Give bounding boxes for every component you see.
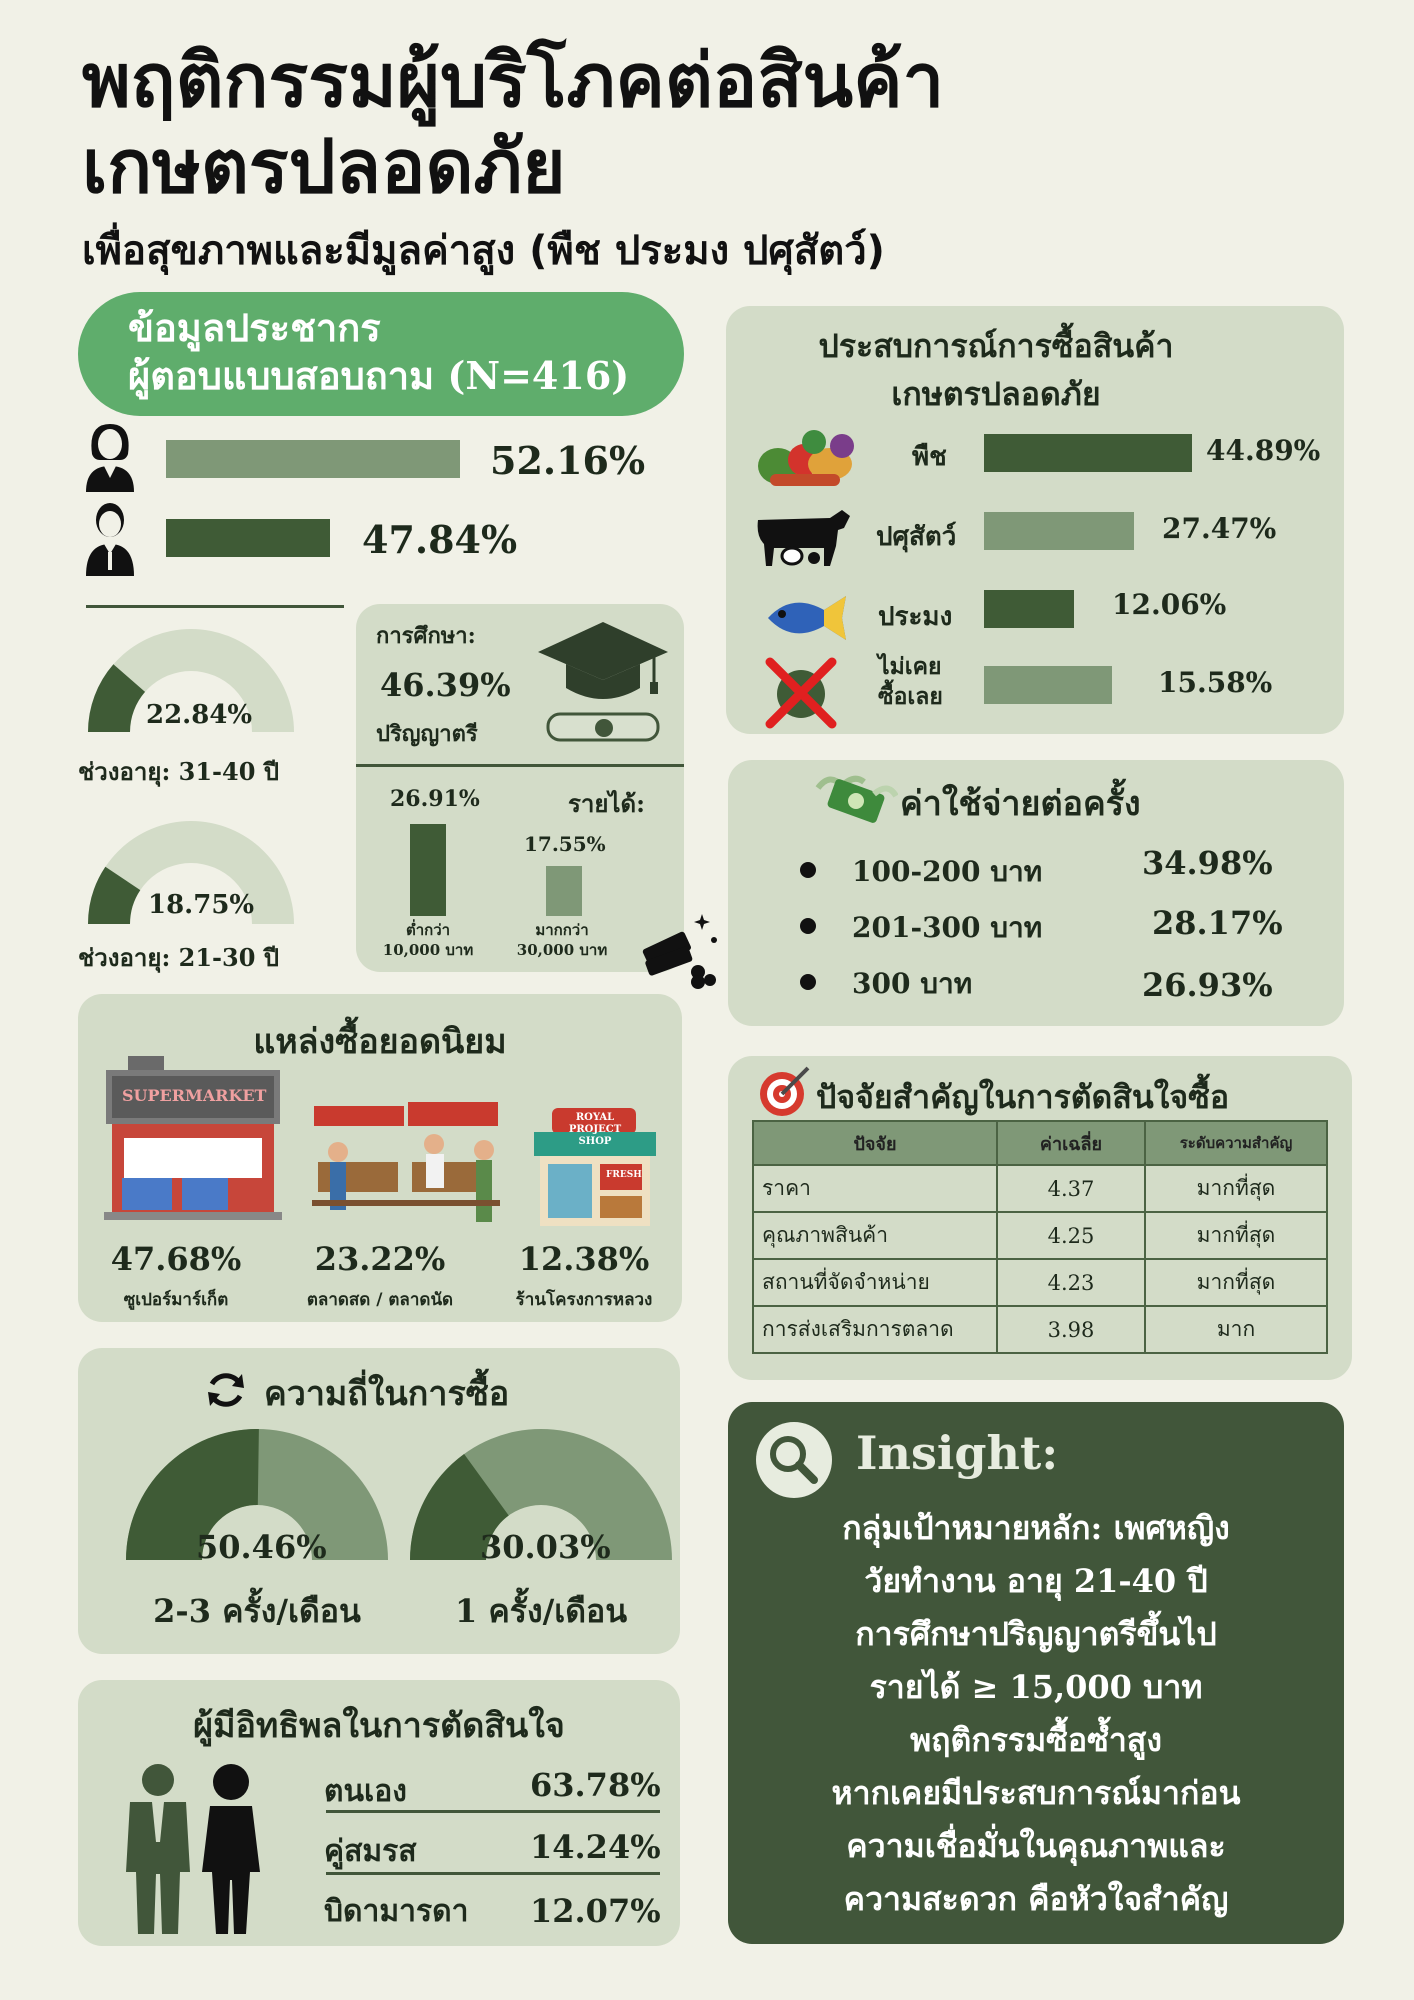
- insight-line: รายได้ ≥ 15,000 บาท: [869, 1668, 1203, 1706]
- refresh-icon: [204, 1368, 248, 1412]
- age2-pct: 18.75%: [148, 890, 255, 920]
- spend-bullet-1: [800, 862, 816, 878]
- income-low-label: ต่ำกว่า 10,000 บาท: [382, 921, 474, 959]
- factors-header-row: [753, 1121, 1327, 1165]
- source-2-pct: 23.22%: [314, 1240, 446, 1278]
- income-low-pct: 26.91%: [390, 786, 480, 812]
- table-row: สถานที่จัดจำหน่าย 4.23 มากที่สุด: [753, 1259, 1327, 1306]
- fresh-sign: FRESH: [606, 1170, 642, 1180]
- spend-item-3-label: 300 บาท: [852, 967, 973, 1000]
- title-line-1: พฤติกรรมผู้บริโภคต่อสินค้า: [82, 38, 945, 124]
- exp-plant-pct: 44.89%: [1206, 434, 1321, 467]
- male-icon: [82, 500, 138, 576]
- table-row: คุณภาพสินค้า 4.25 มากที่สุด: [753, 1212, 1327, 1259]
- royal-sign: ROYAL PROJECT SHOP: [568, 1112, 622, 1147]
- factors-header-level: ระดับความสำคัญ: [1145, 1121, 1327, 1165]
- graduation-cap-icon: [536, 618, 670, 748]
- table-row: การส่งเสริมการตลาด 3.98 มาก: [753, 1306, 1327, 1353]
- money-stack-icon: [636, 910, 720, 994]
- influencer-3-pct: 12.07%: [530, 1892, 661, 1930]
- exp-fishery-bar: [984, 590, 1074, 628]
- education-pct: 46.39%: [380, 666, 511, 704]
- exp-never-bar: [984, 666, 1112, 704]
- page-subtitle: เพื่อสุขภาพและมีมูลค่าสูง (พืช ประมง ปศุสัตว์): [82, 228, 885, 274]
- female-pct: 52.16%: [490, 438, 646, 483]
- supermarket-icon: [102, 1052, 284, 1220]
- age1-label: ช่วงอายุ: 31-40 ปี: [78, 757, 279, 786]
- source-1-pct: 47.68%: [110, 1240, 242, 1278]
- spend-item-1-pct: 34.98%: [1142, 844, 1273, 882]
- exp-plant-label: พืช: [912, 442, 947, 472]
- age2-label: ช่วงอายุ: 21-30 ปี: [78, 943, 279, 972]
- sources-title: แหล่งซื้อยอดนิยม: [253, 1022, 507, 1062]
- income-low-bar: [410, 824, 446, 916]
- freq2-label: 1 ครั้ง/เดือน: [454, 1592, 628, 1630]
- supermarket-sign: SUPERMARKET: [122, 1086, 267, 1105]
- exp-livestock-label: ปศุสัตว์: [876, 522, 957, 552]
- spend-item-3-pct: 26.93%: [1142, 966, 1273, 1004]
- education-divider: [356, 764, 684, 767]
- demographics-pill: [78, 292, 684, 416]
- livestock-icon: [752, 506, 852, 566]
- insight-line: กลุ่มเป้าหมายหลัก: เพศหญิง: [842, 1509, 1230, 1547]
- female-bar: [166, 440, 460, 478]
- experience-title: ประสบการณ์การซื้อสินค้า เกษตรปลอดภัย: [818, 327, 1174, 413]
- source-3-label: ร้านโครงการหลวง: [515, 1290, 653, 1310]
- education-label: การศึกษา:: [376, 623, 476, 649]
- divider: [86, 605, 344, 608]
- exp-never-pct: 15.58%: [1158, 666, 1273, 699]
- influencer-1-pct: 63.78%: [530, 1766, 661, 1804]
- man-icon: [124, 1762, 192, 1934]
- influencer-divider-1: [326, 1810, 660, 1813]
- male-bar: [166, 519, 330, 557]
- female-icon: [82, 420, 138, 492]
- influencer-1-label: ตนเอง: [324, 1774, 407, 1809]
- factors-title: ปัจจัยสำคัญในการตัดสินใจซื้อ: [816, 1078, 1230, 1116]
- factors-header-mean: ค่าเฉลี่ย: [997, 1121, 1145, 1165]
- freq1-pct: 50.46%: [196, 1528, 327, 1566]
- target-icon: [758, 1064, 814, 1118]
- freq2-pct: 30.03%: [480, 1528, 611, 1566]
- education-degree: ปริญญาตรี: [376, 721, 478, 747]
- market-icon: [308, 1100, 504, 1228]
- insight-title: Insight:: [856, 1426, 1059, 1480]
- insight-lines: [728, 1502, 1344, 1926]
- flying-money-icon: [814, 768, 898, 830]
- insight-line: วัยทำงาน อายุ 21-40 ปี: [864, 1562, 1208, 1600]
- page-title: [82, 38, 944, 210]
- income-high-bar: [546, 866, 582, 916]
- influencer-2-label: คู่สมรส: [324, 1834, 417, 1869]
- magnifier-icon: [754, 1420, 834, 1500]
- sources-panel: [78, 994, 682, 1322]
- age1-pct: 22.84%: [146, 700, 253, 730]
- source-1-label: ซูเปอร์มาร์เก็ต: [123, 1290, 229, 1310]
- factors-panel: [728, 1056, 1352, 1380]
- spend-bullet-2: [800, 918, 816, 934]
- exp-livestock-pct: 27.47%: [1162, 512, 1277, 545]
- influencer-2-pct: 14.24%: [530, 1828, 661, 1866]
- income-high-label: มากกว่า 30,000 บาท: [516, 921, 608, 959]
- income-high-pct: 17.55%: [524, 832, 606, 856]
- insight-line: การศึกษาปริญญาตรีขึ้นไป: [855, 1615, 1217, 1653]
- never-bought-icon: [764, 656, 838, 730]
- frequency-panel: [78, 1348, 680, 1654]
- spend-item-2-label: 201-300 บาท: [852, 911, 1043, 944]
- exp-plant-bar: [984, 434, 1192, 472]
- insight-line: หากเคยมีประสบการณ์มาก่อน: [831, 1774, 1241, 1812]
- influencer-3-label: บิดามารดา: [324, 1894, 469, 1929]
- spend-panel: [728, 760, 1344, 1026]
- exp-never-label: ไม่เคย ซื้อเลย: [878, 653, 943, 710]
- income-label: รายได้:: [568, 789, 645, 818]
- woman-icon: [200, 1762, 262, 1934]
- freq1-label: 2-3 ครั้ง/เดือน: [153, 1592, 361, 1630]
- insight-line: พฤติกรรมซื้อซ้ำสูง: [910, 1721, 1162, 1759]
- male-pct: 47.84%: [362, 517, 518, 562]
- factors-table: [752, 1120, 1328, 1354]
- experience-panel: [726, 306, 1344, 734]
- spend-item-2-pct: 28.17%: [1152, 904, 1283, 942]
- insight-panel: [728, 1402, 1344, 1944]
- vegetables-icon: [756, 424, 860, 490]
- exp-livestock-bar: [984, 512, 1134, 550]
- table-row: ราคา 4.37 มากที่สุด: [753, 1165, 1327, 1212]
- influencers-panel: [78, 1680, 680, 1946]
- frequency-title: ความถี่ในการซื้อ: [264, 1374, 510, 1414]
- insight-line: ความสะดวก คือหัวใจสำคัญ: [843, 1880, 1229, 1918]
- factors-header-factor: ปัจจัย: [753, 1121, 997, 1165]
- demographics-title: ข้อมูลประชากร ผู้ตอบแบบสอบถาม (N=416): [128, 305, 630, 398]
- spend-bullet-3: [800, 974, 816, 990]
- spend-item-1-label: 100-200 บาท: [852, 855, 1043, 888]
- exp-fishery-pct: 12.06%: [1112, 588, 1227, 621]
- influencers-title: ผู้มีอิทธิพลในการตัดสินใจ: [193, 1706, 565, 1746]
- source-3-pct: 12.38%: [518, 1240, 650, 1278]
- spend-title: ค่าใช้จ่ายต่อครั้ง: [900, 784, 1141, 824]
- influencer-divider-2: [326, 1872, 660, 1875]
- title-line-2: เกษตรปลอดภัย: [82, 124, 566, 210]
- fish-icon: [762, 590, 854, 646]
- exp-fishery-label: ประมง: [878, 602, 953, 632]
- education-panel: [356, 604, 684, 972]
- insight-line: ความเชื่อมั่นในคุณภาพและ: [846, 1827, 1226, 1865]
- source-2-label: ตลาดสด / ตลาดนัด: [306, 1290, 454, 1310]
